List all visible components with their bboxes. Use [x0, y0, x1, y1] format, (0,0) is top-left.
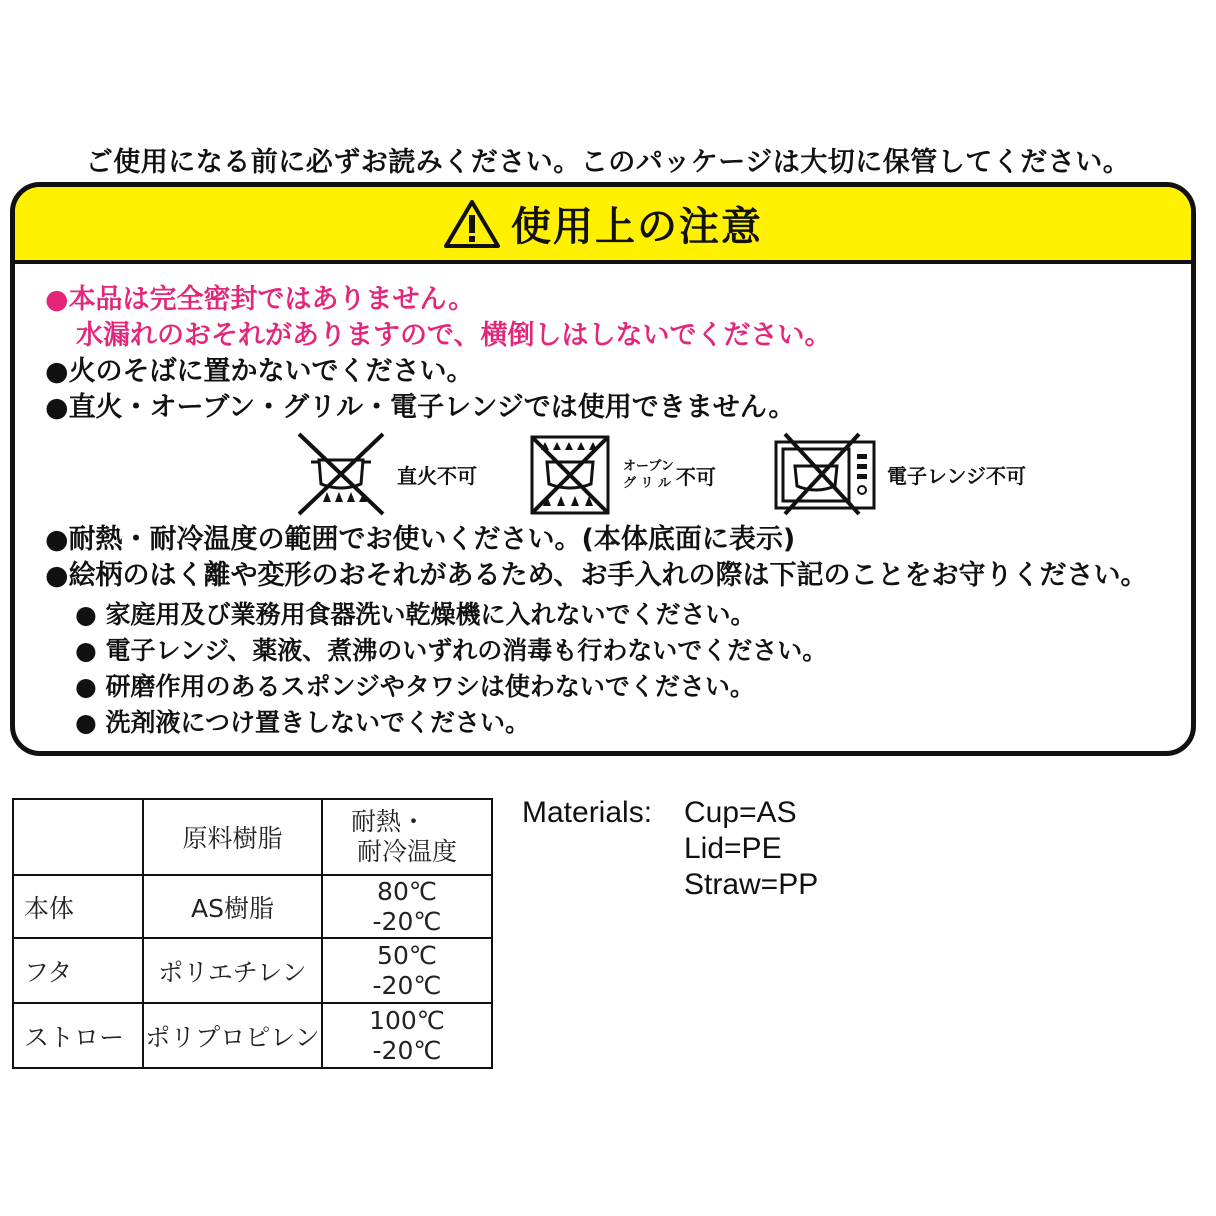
table-header-temp [322, 799, 492, 875]
caution-box [10, 182, 1196, 756]
icon-label-suffix: 不可 [675, 464, 716, 489]
bullet: ● [45, 392, 69, 423]
bullet: ● [45, 560, 69, 591]
table-row [13, 1003, 492, 1068]
item-text: 火のそばに置かないでください。 [68, 356, 474, 387]
table-cell-part: 本体 [13, 875, 143, 938]
prohibition-icons [295, 432, 1055, 517]
table-header-resin: 原料樹脂 [143, 799, 322, 875]
caution-title: 使用上の注意 [511, 204, 763, 250]
icon-label-oven [623, 458, 716, 492]
icon-group-flame [295, 432, 477, 516]
item-text: 本品は完全密封ではありません。 [68, 284, 476, 315]
sub-bullet: ● [75, 708, 97, 737]
table-header-row [13, 799, 492, 875]
table-cell-part: フタ [13, 938, 143, 1003]
care-subitem [75, 597, 1171, 633]
icon-label-line1: オーブン [623, 459, 674, 474]
no-open-flame-icon [295, 432, 387, 516]
header-cold: 耐冷温度 [356, 837, 457, 866]
no-oven-grill-icon [527, 432, 613, 518]
care-subitem [75, 705, 1171, 741]
table-row [13, 938, 492, 1003]
caution-item-care [45, 558, 1171, 594]
no-microwave-icon [773, 432, 877, 516]
temp-heat: 80℃ [377, 876, 437, 906]
item-text: 耐熱・耐冷温度の範囲でお使いください。(本体底面に表示) [68, 524, 796, 555]
temp-cold: -20℃ [372, 1035, 442, 1065]
caution-item-not-sealed [45, 282, 1171, 354]
icon-label: 電子レンジ不可 [887, 463, 1026, 488]
table-cell-part: ストロー [13, 1003, 143, 1068]
materials-table [12, 798, 493, 1069]
care-subitem [75, 669, 1171, 705]
item-text: 絵柄のはく離や変形のおそれがあるため、お手入れの際は下記のことをお守りください。 [68, 560, 1148, 591]
table-cell-resin: ポリエチレン [143, 938, 322, 1003]
table-cell-temp [322, 875, 492, 938]
sub-bullet: ● [75, 672, 97, 701]
sub-bullet: ● [75, 600, 97, 629]
temp-cold: -20℃ [372, 970, 442, 1000]
materials-label: Materials: [522, 796, 653, 829]
caution-items-2 [45, 522, 1171, 594]
icon-group-oven [527, 432, 716, 518]
top-note: ご使用になる前に必ずお読みください。このパッケージは大切に保管してください。 [85, 147, 1131, 178]
table-cell-temp [322, 938, 492, 1003]
table-cell-resin: ポリプロピレン [143, 1003, 322, 1068]
temp-heat: 100℃ [369, 1005, 445, 1035]
caution-header [15, 187, 1191, 264]
item-continuation: 水漏れのおそれがありますので、横倒しはしないでください。 [76, 320, 832, 351]
subitem-text: 家庭用及び業務用食器洗い乾燥機に入れないでください。 [105, 600, 756, 629]
bullet: ● [45, 356, 69, 387]
care-subitems [75, 597, 1171, 741]
subitem-text: 洗剤液につけ置きしないでください。 [105, 708, 531, 737]
icon-label-line2: グ リ ル [623, 476, 672, 491]
icon-group-microwave [773, 432, 1026, 516]
header-heat: 耐熱・ [351, 807, 427, 836]
care-subitem [75, 633, 1171, 669]
table-header-empty [13, 799, 143, 875]
material-cup: Cup=AS [684, 796, 797, 829]
sub-bullet: ● [75, 636, 97, 665]
bullet: ● [45, 524, 69, 555]
table-cell-resin: AS樹脂 [143, 875, 322, 938]
icon-label: 直火不可 [397, 463, 477, 488]
temp-cold: -20℃ [372, 906, 442, 936]
caution-item-heat-sources [45, 390, 1171, 426]
material-lid: Lid=PE [684, 832, 782, 865]
table-cell-temp [322, 1003, 492, 1068]
table-row [13, 875, 492, 938]
warning-triangle-icon [443, 199, 501, 249]
subitem-text: 電子レンジ、薬液、煮沸のいずれの消毒も行わないでください。 [105, 636, 828, 665]
caution-item-fire [45, 354, 1171, 390]
material-straw: Straw=PP [684, 868, 819, 901]
caution-item-temperature [45, 522, 1171, 558]
bullet: ● [45, 284, 69, 315]
subitem-text: 研磨作用のあるスポンジやタワシは使わないでください。 [105, 672, 755, 701]
caution-items [45, 282, 1171, 426]
temp-heat: 50℃ [377, 940, 437, 970]
materials-values [684, 795, 818, 903]
item-text: 直火・オーブン・グリル・電子レンジでは使用できません。 [68, 392, 796, 423]
